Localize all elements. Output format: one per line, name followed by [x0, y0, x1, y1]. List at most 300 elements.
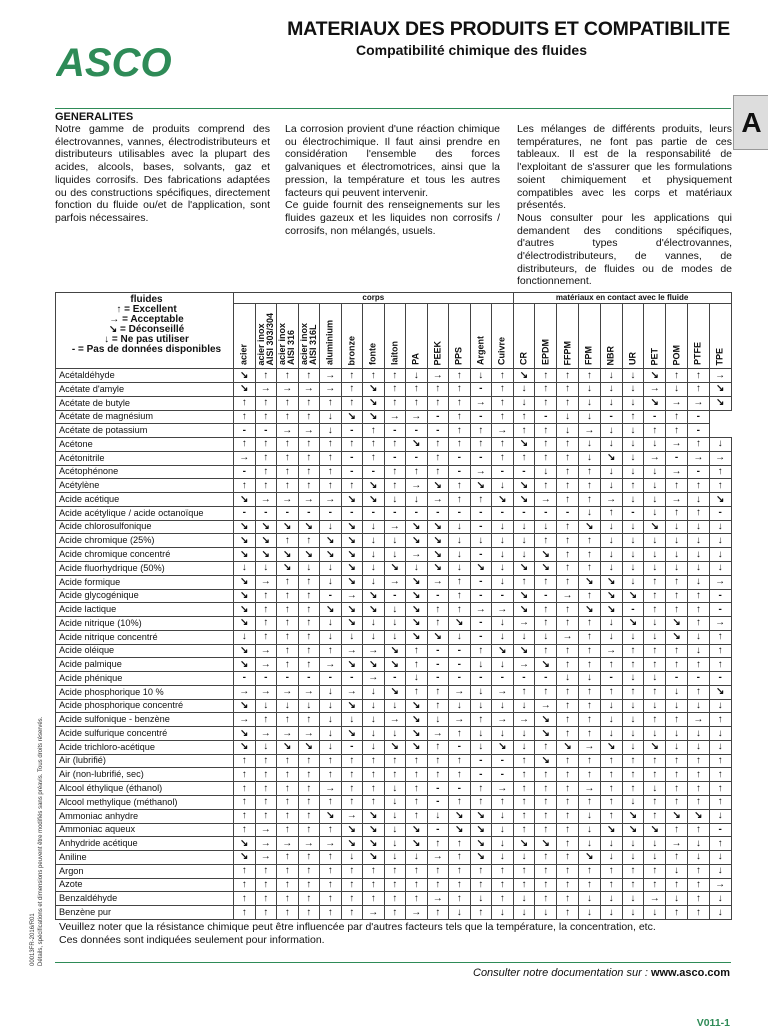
rating-cell: ↘ — [535, 658, 557, 672]
rating-cell: ↓ — [687, 575, 709, 589]
column-header — [384, 304, 406, 369]
rating-cell: ↑ — [578, 768, 600, 782]
rating-cell: ↓ — [492, 823, 514, 837]
rating-cell: ↓ — [622, 438, 644, 452]
rating-cell: ↓ — [341, 851, 363, 865]
rating-cell: ↑ — [255, 617, 277, 631]
rating-cell: ↓ — [600, 713, 622, 727]
fluid-name: Acide palmique — [56, 658, 234, 672]
rating-cell: - — [277, 672, 299, 686]
fluid-name: Acétate d'amyle — [56, 383, 234, 397]
rating-cell: ↑ — [449, 864, 471, 878]
rating-cell: ↑ — [535, 369, 557, 383]
intro-paragraph: Les mélanges de différents produits, leurs températures, ne font pas partie de ces tableaux. Il est de la responsabilité de l'exploitant de s'assurer que les formulations soient chimiquement et physiquement compatibles avec les corps et matériaux présentés. — [517, 123, 732, 212]
rating-cell: ↑ — [406, 782, 428, 796]
column-header-label: aluminium — [324, 320, 335, 366]
table-row — [56, 672, 732, 686]
rating-cell: ↑ — [341, 906, 363, 920]
rating-cell: ↑ — [557, 809, 579, 823]
rating-cell: - — [255, 424, 277, 438]
rating-cell: ↑ — [578, 754, 600, 768]
rating-cell: ↑ — [427, 451, 449, 465]
rating-cell: - — [622, 603, 644, 617]
rating-cell: → — [666, 396, 688, 410]
column-header — [666, 304, 688, 369]
rating-cell: → — [492, 603, 514, 617]
rating-cell: - — [470, 630, 492, 644]
rating-cell: ↑ — [234, 864, 256, 878]
rating-cell: ↑ — [578, 727, 600, 741]
rating-cell: → — [255, 685, 277, 699]
rating-cell: ↘ — [341, 837, 363, 851]
rating-cell: ↘ — [427, 520, 449, 534]
rating-cell: ↑ — [298, 410, 320, 424]
rating-cell: ↓ — [492, 727, 514, 741]
rating-cell: ↓ — [622, 837, 644, 851]
rating-cell: ↘ — [406, 603, 428, 617]
rating-cell: ↑ — [449, 851, 471, 865]
rating-cell: ↑ — [384, 906, 406, 920]
rating-cell: ↓ — [492, 479, 514, 493]
rating-cell: ↘ — [644, 823, 666, 837]
rating-cell: ↑ — [298, 465, 320, 479]
rating-cell: → — [709, 369, 731, 383]
rating-cell: ↓ — [600, 561, 622, 575]
rating-cell: → — [255, 658, 277, 672]
rating-cell: ↓ — [622, 493, 644, 507]
table-row — [56, 740, 732, 754]
rating-cell: ↑ — [234, 878, 256, 892]
rating-cell: - — [406, 424, 428, 438]
rating-cell: - — [363, 465, 385, 479]
rating-cell: ↘ — [427, 534, 449, 548]
rating-cell: ↑ — [384, 369, 406, 383]
rating-cell: ↑ — [557, 754, 579, 768]
rating-cell: ↓ — [600, 479, 622, 493]
rating-cell: ↑ — [320, 795, 342, 809]
rating-cell: ↓ — [687, 699, 709, 713]
rating-cell: ↓ — [666, 740, 688, 754]
rating-cell: ↑ — [298, 451, 320, 465]
rating-cell: ↑ — [578, 548, 600, 562]
rating-cell: → — [557, 589, 579, 603]
legal-notice: Détails, spécifications et dimensions peuvent être modifiés sans préavis. Tous droits réservés. — [37, 716, 44, 966]
column-header-label: POM — [671, 344, 682, 366]
rating-cell: ↓ — [470, 685, 492, 699]
rating-cell: → — [298, 837, 320, 851]
rating-cell: ↓ — [644, 851, 666, 865]
rating-cell: → — [384, 410, 406, 424]
rating-cell: - — [384, 506, 406, 520]
rating-cell: ↑ — [557, 837, 579, 851]
rating-cell: ↑ — [535, 782, 557, 796]
rating-cell: - — [470, 410, 492, 424]
rating-cell: ↑ — [470, 493, 492, 507]
rating-cell: ↘ — [341, 658, 363, 672]
fluid-name: Acide trichloro-acétique — [56, 740, 234, 754]
column-header-label: FPM — [583, 346, 594, 366]
rating-cell: ↑ — [687, 685, 709, 699]
rating-cell: ↓ — [644, 630, 666, 644]
rating-cell: ↑ — [341, 383, 363, 397]
rating-cell: ↓ — [513, 383, 535, 397]
table-row — [56, 727, 732, 741]
table-row — [56, 603, 732, 617]
fluids-label: fluides — [130, 294, 163, 305]
rating-cell: - — [709, 603, 731, 617]
rating-cell: ↓ — [298, 699, 320, 713]
column-header-label: PEEK — [432, 340, 443, 366]
column-header — [427, 304, 449, 369]
rating-cell: ↘ — [578, 851, 600, 865]
rating-cell: ↑ — [470, 906, 492, 920]
rating-cell: ↘ — [449, 823, 471, 837]
column-header — [234, 304, 256, 369]
rating-cell: ↑ — [535, 768, 557, 782]
rating-cell: ↑ — [341, 369, 363, 383]
rating-cell: → — [255, 493, 277, 507]
rating-cell: ↑ — [557, 534, 579, 548]
rating-cell: ↑ — [557, 699, 579, 713]
rating-cell: ↓ — [666, 864, 688, 878]
column-header-label: acier — [238, 344, 249, 366]
rating-cell: → — [666, 493, 688, 507]
rating-cell: ↘ — [341, 603, 363, 617]
rating-cell: ↑ — [320, 451, 342, 465]
rating-cell: ↑ — [513, 782, 535, 796]
table-row — [56, 451, 732, 465]
rating-cell: ↓ — [492, 658, 514, 672]
intro-column-2 — [285, 123, 500, 237]
rating-cell: ↑ — [492, 410, 514, 424]
rating-cell: ↓ — [470, 369, 492, 383]
rating-cell: ↑ — [535, 892, 557, 906]
rating-cell: - — [320, 672, 342, 686]
rating-cell: ↑ — [666, 506, 688, 520]
rating-cell: ↑ — [578, 795, 600, 809]
rating-cell: ↑ — [406, 658, 428, 672]
rating-cell: ↑ — [234, 768, 256, 782]
rating-cell: ↓ — [644, 438, 666, 452]
rating-cell: ↑ — [578, 369, 600, 383]
rating-cell: ↓ — [320, 699, 342, 713]
rating-cell: → — [578, 740, 600, 754]
rating-cell: ↑ — [363, 795, 385, 809]
rating-cell: ↑ — [687, 754, 709, 768]
rating-cell: ↓ — [600, 369, 622, 383]
fluid-name: Acide phosphorique 10 % — [56, 685, 234, 699]
rating-cell: ↓ — [644, 534, 666, 548]
rating-cell: ↑ — [666, 878, 688, 892]
rating-cell: - — [709, 823, 731, 837]
rating-cell: ↓ — [470, 658, 492, 672]
rating-cell: ↓ — [600, 851, 622, 865]
rating-cell: ↑ — [277, 782, 299, 796]
rating-cell: ↘ — [277, 520, 299, 534]
rating-cell: → — [341, 685, 363, 699]
rating-cell: ↘ — [666, 809, 688, 823]
rating-cell: ↑ — [277, 369, 299, 383]
rating-cell: - — [644, 410, 666, 424]
rating-cell: ↓ — [513, 396, 535, 410]
website-link[interactable]: www.asco.com — [650, 967, 730, 979]
rating-cell: ↑ — [298, 438, 320, 452]
rating-cell: ↑ — [341, 795, 363, 809]
rating-cell: ↓ — [449, 906, 471, 920]
rating-cell: ↘ — [513, 589, 535, 603]
rating-cell: ↑ — [320, 823, 342, 837]
legend-label: = Ne pas utiliser — [111, 334, 189, 345]
rating-cell: ↑ — [449, 438, 471, 452]
rating-cell: ↑ — [449, 424, 471, 438]
rating-cell: → — [363, 672, 385, 686]
rating-cell: → — [709, 878, 731, 892]
rating-cell: ↘ — [384, 644, 406, 658]
rating-cell: → — [384, 575, 406, 589]
rating-cell: ↑ — [255, 809, 277, 823]
rating-cell: → — [298, 424, 320, 438]
fluid-name: Acide chlorosulfonique — [56, 520, 234, 534]
rating-cell: ↓ — [363, 727, 385, 741]
rating-cell: - — [709, 506, 731, 520]
legend-symbol: - — [71, 344, 76, 355]
rating-cell: → — [406, 479, 428, 493]
rating-cell: ↘ — [449, 617, 471, 631]
rating-cell: - — [535, 506, 557, 520]
column-header-label: acier inox AISI 303/304 — [255, 312, 275, 366]
bottom-divider — [55, 962, 731, 963]
rating-cell: ↑ — [709, 658, 731, 672]
rating-cell: ↓ — [644, 906, 666, 920]
rating-cell: → — [384, 713, 406, 727]
rating-cell: ↑ — [255, 630, 277, 644]
column-header-label: Argent — [475, 336, 486, 366]
rating-cell: ↑ — [709, 768, 731, 782]
rating-cell: ↑ — [277, 396, 299, 410]
rating-cell: ↑ — [384, 438, 406, 452]
rating-cell: ↑ — [449, 727, 471, 741]
rating-cell: ↑ — [557, 713, 579, 727]
rating-cell: ↑ — [427, 396, 449, 410]
rating-cell: ↓ — [255, 561, 277, 575]
rating-cell: - — [449, 672, 471, 686]
table-row — [56, 575, 732, 589]
rating-cell: ↘ — [277, 548, 299, 562]
rating-cell: ↘ — [234, 493, 256, 507]
rating-cell: ↘ — [557, 740, 579, 754]
rating-cell: ↘ — [363, 823, 385, 837]
rating-cell: ↑ — [449, 410, 471, 424]
rating-cell: ↘ — [341, 575, 363, 589]
rating-cell: ↓ — [384, 809, 406, 823]
rating-cell: ↑ — [578, 685, 600, 699]
rating-cell: ↑ — [384, 878, 406, 892]
rating-cell: ↑ — [449, 768, 471, 782]
rating-cell: ↘ — [622, 617, 644, 631]
rating-cell: ↑ — [234, 795, 256, 809]
rating-cell: ↑ — [298, 534, 320, 548]
rating-cell: ↓ — [492, 699, 514, 713]
rating-cell: - — [492, 672, 514, 686]
rating-cell: - — [255, 506, 277, 520]
rating-cell: ↑ — [666, 754, 688, 768]
rating-cell: ↑ — [277, 906, 299, 920]
rating-cell: → — [255, 383, 277, 397]
rating-cell: - — [234, 672, 256, 686]
rating-cell: ↘ — [622, 809, 644, 823]
rating-cell: → — [234, 713, 256, 727]
rating-cell: ↓ — [687, 561, 709, 575]
rating-cell: ↓ — [341, 713, 363, 727]
rating-cell: ↑ — [644, 795, 666, 809]
rating-cell: - — [298, 672, 320, 686]
rating-cell: ↓ — [427, 809, 449, 823]
rating-cell: ↑ — [320, 754, 342, 768]
rating-cell: ↓ — [363, 630, 385, 644]
rating-cell: ↓ — [578, 906, 600, 920]
rating-cell: → — [427, 493, 449, 507]
rating-cell: ↑ — [427, 603, 449, 617]
rating-cell: ↑ — [666, 589, 688, 603]
rating-cell: → — [298, 727, 320, 741]
rating-cell: - — [470, 589, 492, 603]
rating-cell: ↘ — [384, 561, 406, 575]
rating-cell: ↘ — [578, 603, 600, 617]
rating-cell: ↓ — [644, 617, 666, 631]
table-row — [56, 699, 732, 713]
rating-cell: ↘ — [406, 438, 428, 452]
rating-cell: ↓ — [492, 575, 514, 589]
rating-cell: ↑ — [687, 589, 709, 603]
rating-cell: → — [449, 713, 471, 727]
rating-cell: ↑ — [277, 630, 299, 644]
rating-cell: ↑ — [255, 754, 277, 768]
rating-cell: ↑ — [449, 837, 471, 851]
rating-cell: ↑ — [644, 658, 666, 672]
rating-cell: → — [298, 493, 320, 507]
rating-cell: ↑ — [535, 851, 557, 865]
rating-cell: ↑ — [320, 644, 342, 658]
rating-cell: → — [513, 658, 535, 672]
rating-cell: - — [427, 644, 449, 658]
rating-cell: ↑ — [557, 878, 579, 892]
rating-cell: ↓ — [363, 713, 385, 727]
table-row — [56, 713, 732, 727]
rating-cell: ↓ — [234, 561, 256, 575]
rating-cell: → — [406, 548, 428, 562]
rating-cell: ↓ — [687, 837, 709, 851]
rating-cell: - — [600, 410, 622, 424]
rating-cell: - — [341, 506, 363, 520]
column-header-label: Cuivre — [496, 337, 507, 366]
column-header — [513, 304, 535, 369]
rating-cell: ↓ — [644, 479, 666, 493]
rating-cell: → — [255, 644, 277, 658]
table-row — [56, 823, 732, 837]
rating-cell: ↑ — [406, 396, 428, 410]
rating-cell: ↑ — [535, 534, 557, 548]
rating-cell: ↘ — [535, 727, 557, 741]
rating-cell: - — [427, 589, 449, 603]
rating-cell: ↘ — [513, 479, 535, 493]
rating-cell: ↑ — [492, 795, 514, 809]
rating-cell: ↑ — [535, 451, 557, 465]
rating-cell: → — [298, 383, 320, 397]
rating-cell: ↑ — [277, 451, 299, 465]
rating-cell: - — [234, 424, 256, 438]
rating-cell: - — [687, 672, 709, 686]
rating-cell: ↘ — [255, 520, 277, 534]
rating-cell: ↑ — [600, 754, 622, 768]
column-header-label: FFPM — [562, 340, 573, 366]
rating-cell: ↑ — [578, 589, 600, 603]
table-row — [56, 878, 732, 892]
rating-cell: ↑ — [234, 754, 256, 768]
rating-cell: - — [449, 658, 471, 672]
rating-cell: ↑ — [255, 878, 277, 892]
rating-cell: ↑ — [234, 823, 256, 837]
rating-cell: ↓ — [622, 630, 644, 644]
rating-cell: ↓ — [578, 892, 600, 906]
rating-cell: ↘ — [666, 617, 688, 631]
rating-cell: ↑ — [277, 809, 299, 823]
fluid-name: Acide fluorhydrique (50%) — [56, 561, 234, 575]
rating-cell: ↘ — [341, 699, 363, 713]
rating-cell: ↑ — [277, 823, 299, 837]
rating-cell: ↓ — [363, 699, 385, 713]
table-row — [56, 617, 732, 631]
rating-cell: ↘ — [406, 713, 428, 727]
rating-cell: ↘ — [363, 383, 385, 397]
rating-cell: ↘ — [363, 589, 385, 603]
rating-cell: ↓ — [384, 493, 406, 507]
rating-cell: ↑ — [470, 878, 492, 892]
rating-cell: ↘ — [644, 396, 666, 410]
table-row — [56, 864, 732, 878]
rating-cell: ↑ — [277, 575, 299, 589]
rating-cell: ↑ — [687, 782, 709, 796]
column-header — [535, 304, 557, 369]
rating-cell: ↓ — [600, 699, 622, 713]
rating-cell: ↓ — [427, 713, 449, 727]
rating-cell: ↓ — [644, 699, 666, 713]
rating-cell: ↑ — [363, 754, 385, 768]
rating-cell: ↘ — [709, 396, 731, 410]
rating-cell: ↑ — [644, 864, 666, 878]
rating-cell: ↑ — [709, 795, 731, 809]
rating-cell: ↘ — [427, 630, 449, 644]
column-header — [470, 304, 492, 369]
rating-cell: → — [427, 575, 449, 589]
rating-cell: ↑ — [277, 713, 299, 727]
rating-cell: ↘ — [687, 809, 709, 823]
rating-cell: ↓ — [687, 740, 709, 754]
rating-cell: - — [492, 754, 514, 768]
rating-cell: ↑ — [578, 713, 600, 727]
rating-cell: ↓ — [363, 548, 385, 562]
rating-cell: ↑ — [277, 438, 299, 452]
rating-cell: ↘ — [234, 548, 256, 562]
rating-cell: ↑ — [557, 548, 579, 562]
rating-cell: - — [470, 575, 492, 589]
rating-cell: → — [277, 493, 299, 507]
rating-cell: ↘ — [470, 823, 492, 837]
rating-cell: - — [449, 451, 471, 465]
rating-cell: ↑ — [578, 534, 600, 548]
rating-cell: ↓ — [513, 520, 535, 534]
rating-cell: ↓ — [578, 837, 600, 851]
rating-cell: ↑ — [234, 410, 256, 424]
